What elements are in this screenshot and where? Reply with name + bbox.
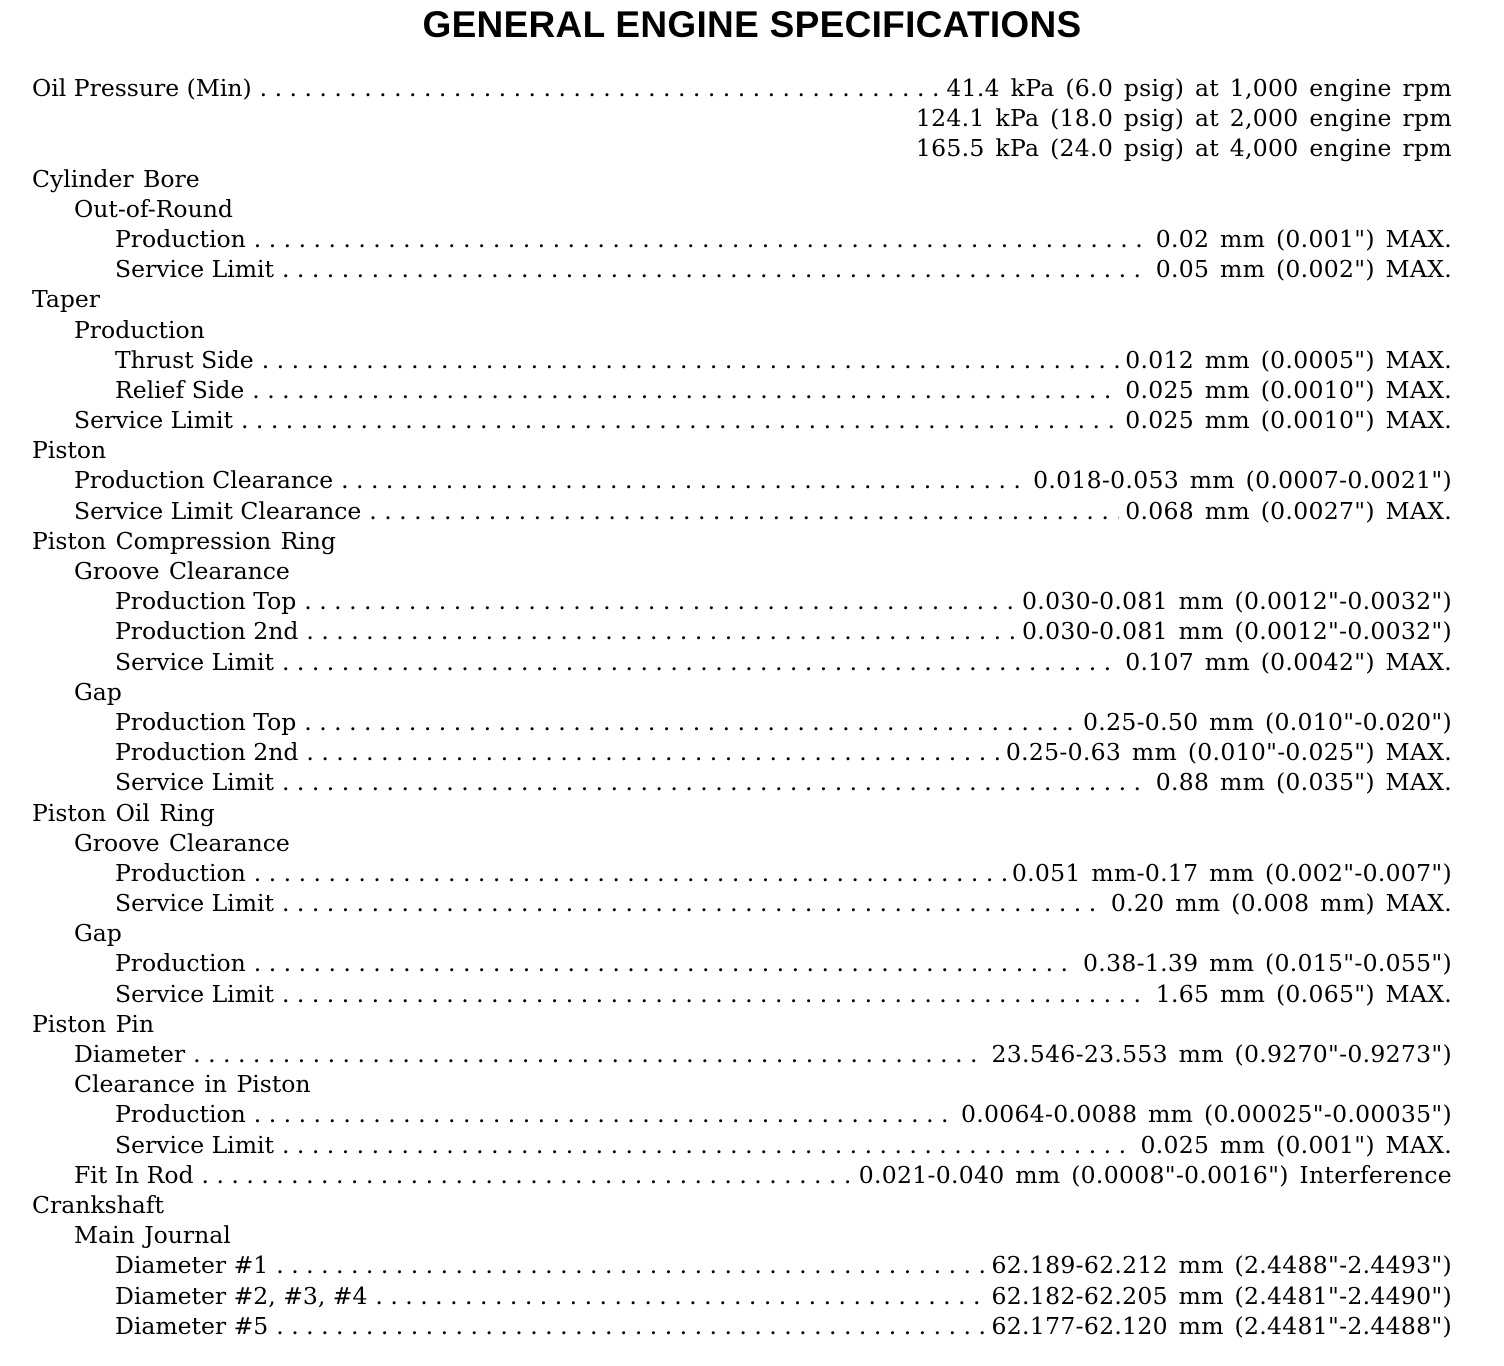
spec-row xyxy=(32,1250,1452,1280)
spec-row xyxy=(32,616,1452,646)
spec-label: Production 2nd xyxy=(115,738,299,767)
section-heading-label: Crankshaft xyxy=(32,1190,164,1219)
section-heading-label: Cylinder Bore xyxy=(32,164,200,193)
dot-leader xyxy=(254,858,1006,888)
spec-row xyxy=(32,647,1452,677)
section-heading-label: Groove Clearance xyxy=(74,828,290,857)
section-heading-label: Clearance in Piston xyxy=(74,1070,311,1099)
spec-row xyxy=(32,496,1452,526)
dot-leader xyxy=(282,647,1119,677)
spec-value: 0.05 mm (0.002") MAX. xyxy=(1155,255,1452,284)
dot-leader xyxy=(282,888,1105,918)
spec-value: 0.25-0.63 mm (0.010"-0.025") MAX. xyxy=(1005,738,1452,767)
dot-leader xyxy=(304,707,1077,737)
dot-leader xyxy=(276,1311,985,1341)
spec-label: Production xyxy=(115,1100,246,1129)
section-heading-label: Gap xyxy=(74,919,122,948)
spec-label: Production xyxy=(115,858,246,887)
spec-label: Service Limit xyxy=(74,406,233,435)
section-heading-label: Taper xyxy=(32,285,101,314)
spec-value: 0.0064-0.0088 mm (0.00025"-0.00035") xyxy=(961,1100,1452,1129)
section-heading xyxy=(32,194,1452,224)
spec-label: Production Top xyxy=(115,587,297,616)
specifications-list xyxy=(32,73,1452,1341)
dot-leader xyxy=(252,375,1119,405)
section-heading-label: Piston Compression Ring xyxy=(32,526,336,555)
spec-row xyxy=(32,888,1452,918)
spec-row xyxy=(32,979,1452,1009)
spec-value: 62.177-62.120 mm (2.4481"-2.4488") xyxy=(991,1311,1452,1340)
spec-label: Service Limit Clearance xyxy=(74,496,362,525)
dot-leader xyxy=(254,948,1077,978)
section-heading xyxy=(32,677,1452,707)
section-heading xyxy=(32,1190,1452,1220)
dot-leader xyxy=(304,586,1016,616)
spec-value: 0.030-0.081 mm (0.0012"-0.0032") xyxy=(1022,587,1452,616)
spec-value: 0.20 mm (0.008 mm) MAX. xyxy=(1110,889,1452,918)
spec-label: Fit In Rod xyxy=(74,1160,194,1189)
spec-continuation-row xyxy=(32,103,1452,133)
dot-leader xyxy=(282,1130,1135,1160)
section-heading xyxy=(32,828,1452,858)
spec-row xyxy=(32,1039,1452,1069)
spec-row xyxy=(32,375,1452,405)
dot-leader xyxy=(254,1099,955,1129)
section-heading-label: Gap xyxy=(74,677,122,706)
spec-row xyxy=(32,737,1452,767)
dot-leader xyxy=(254,224,1150,254)
spec-label: Production xyxy=(115,949,246,978)
spec-label: Diameter #1 xyxy=(115,1251,269,1280)
spec-row xyxy=(32,858,1452,888)
section-heading-label: Out-of-Round xyxy=(74,194,233,223)
dot-leader xyxy=(282,979,1150,1009)
spec-value: 0.018-0.053 mm (0.0007-0.0021") xyxy=(1033,466,1452,495)
spec-value: 23.546-23.553 mm (0.9270"-0.9273") xyxy=(991,1040,1452,1068)
dot-leader xyxy=(241,405,1119,435)
dot-leader xyxy=(282,767,1150,797)
spec-value: 0.107 mm (0.0042") MAX. xyxy=(1125,647,1452,676)
section-heading xyxy=(32,1069,1452,1099)
dot-leader xyxy=(260,73,941,103)
spec-label: Diameter #5 xyxy=(115,1311,269,1340)
dot-leader xyxy=(306,616,1016,646)
spec-row xyxy=(32,948,1452,978)
section-heading xyxy=(32,798,1452,828)
spec-row xyxy=(32,254,1452,284)
spec-value: 0.021-0.040 mm (0.0008"-0.0016") Interference xyxy=(858,1160,1452,1189)
spec-value: 165.5 kPa (24.0 psig) at 4,000 engine rpm xyxy=(915,134,1452,163)
spec-row xyxy=(32,1130,1452,1160)
spec-row xyxy=(32,224,1452,254)
page-title: GENERAL ENGINE SPECIFICATIONS xyxy=(422,4,1082,45)
dot-leader xyxy=(202,1160,853,1190)
spec-label: Production Clearance xyxy=(74,466,334,495)
spec-label: Service Limit xyxy=(115,1130,274,1159)
section-heading-label: Main Journal xyxy=(74,1221,231,1250)
spec-row xyxy=(32,1160,1452,1190)
section-heading xyxy=(32,556,1452,586)
spec-row xyxy=(32,405,1452,435)
section-heading xyxy=(32,435,1452,465)
spec-value: 0.030-0.081 mm (0.0012"-0.0032") xyxy=(1022,617,1452,646)
section-heading xyxy=(32,526,1452,556)
section-heading xyxy=(32,284,1452,314)
spec-value: 0.25-0.50 mm (0.010"-0.020") xyxy=(1083,707,1452,736)
spec-label: Production 2nd xyxy=(115,617,299,646)
section-heading xyxy=(32,315,1452,345)
spec-value: 0.025 mm (0.0010") MAX. xyxy=(1125,375,1452,404)
spec-row xyxy=(32,586,1452,616)
spec-value: 0.38-1.39 mm (0.015"-0.055") xyxy=(1083,949,1452,978)
section-heading-label: Piston Oil Ring xyxy=(32,798,215,827)
spec-value: 0.025 mm (0.0010") MAX. xyxy=(1125,406,1452,435)
spec-value: 0.02 mm (0.001") MAX. xyxy=(1155,224,1452,253)
section-heading-label: Production xyxy=(74,315,205,344)
spec-value: 1.65 mm (0.065") MAX. xyxy=(1155,979,1452,1008)
dot-leader xyxy=(193,1039,985,1069)
spec-label: Production Top xyxy=(115,707,297,736)
dot-leader xyxy=(276,1250,985,1280)
spec-label: Oil Pressure (Min) xyxy=(32,74,252,102)
spec-label: Service Limit xyxy=(115,768,274,797)
spec-row xyxy=(32,345,1452,375)
spec-label: Service Limit xyxy=(115,889,274,918)
spec-value: 0.051 mm-0.17 mm (0.002"-0.007") xyxy=(1011,858,1452,887)
spec-value: 0.012 mm (0.0005") MAX. xyxy=(1125,345,1452,374)
dot-leader xyxy=(282,254,1150,284)
section-heading-label: Groove Clearance xyxy=(74,557,290,585)
dot-leader xyxy=(369,496,1119,526)
section-heading-label: Piston xyxy=(32,436,107,465)
spec-label: Thrust Side xyxy=(115,345,254,374)
spec-value: 62.189-62.212 mm (2.4488"-2.4493") xyxy=(991,1251,1452,1280)
spec-row xyxy=(32,1099,1452,1129)
spec-label: Production xyxy=(115,224,246,253)
spec-row xyxy=(32,767,1452,797)
spec-row xyxy=(32,707,1452,737)
spec-label: Diameter #2, #3, #4 xyxy=(115,1281,368,1310)
spec-value: 124.1 kPa (18.0 psig) at 2,000 engine rpm xyxy=(915,104,1452,133)
spec-row xyxy=(32,1281,1452,1311)
section-heading xyxy=(32,1220,1452,1250)
section-heading xyxy=(32,1009,1452,1039)
spec-label: Diameter xyxy=(74,1040,186,1068)
dot-leader xyxy=(341,465,1027,495)
spec-continuation-row xyxy=(32,133,1452,163)
spec-value: 62.182-62.205 mm (2.4481"-2.4490") xyxy=(991,1281,1452,1310)
spec-value: 0.068 mm (0.0027") MAX. xyxy=(1125,496,1452,525)
section-heading-label: Piston Pin xyxy=(32,1009,155,1038)
spec-value: 41.4 kPa (6.0 psig) at 1,000 engine rpm xyxy=(946,74,1452,102)
spec-value: 0.88 mm (0.035") MAX. xyxy=(1155,768,1452,797)
spec-label: Service Limit xyxy=(115,647,274,676)
dot-leader xyxy=(306,737,999,767)
spec-label: Service Limit xyxy=(115,979,274,1008)
spec-row xyxy=(32,465,1452,495)
spec-value: 0.025 mm (0.001") MAX. xyxy=(1140,1130,1452,1159)
spec-row xyxy=(32,73,1452,103)
dot-leader xyxy=(375,1281,985,1311)
spec-label: Relief Side xyxy=(115,375,245,404)
spec-label: Service Limit xyxy=(115,255,274,284)
spec-row xyxy=(32,1311,1452,1341)
dot-leader xyxy=(262,345,1120,375)
section-heading xyxy=(32,164,1452,194)
section-heading xyxy=(32,918,1452,948)
